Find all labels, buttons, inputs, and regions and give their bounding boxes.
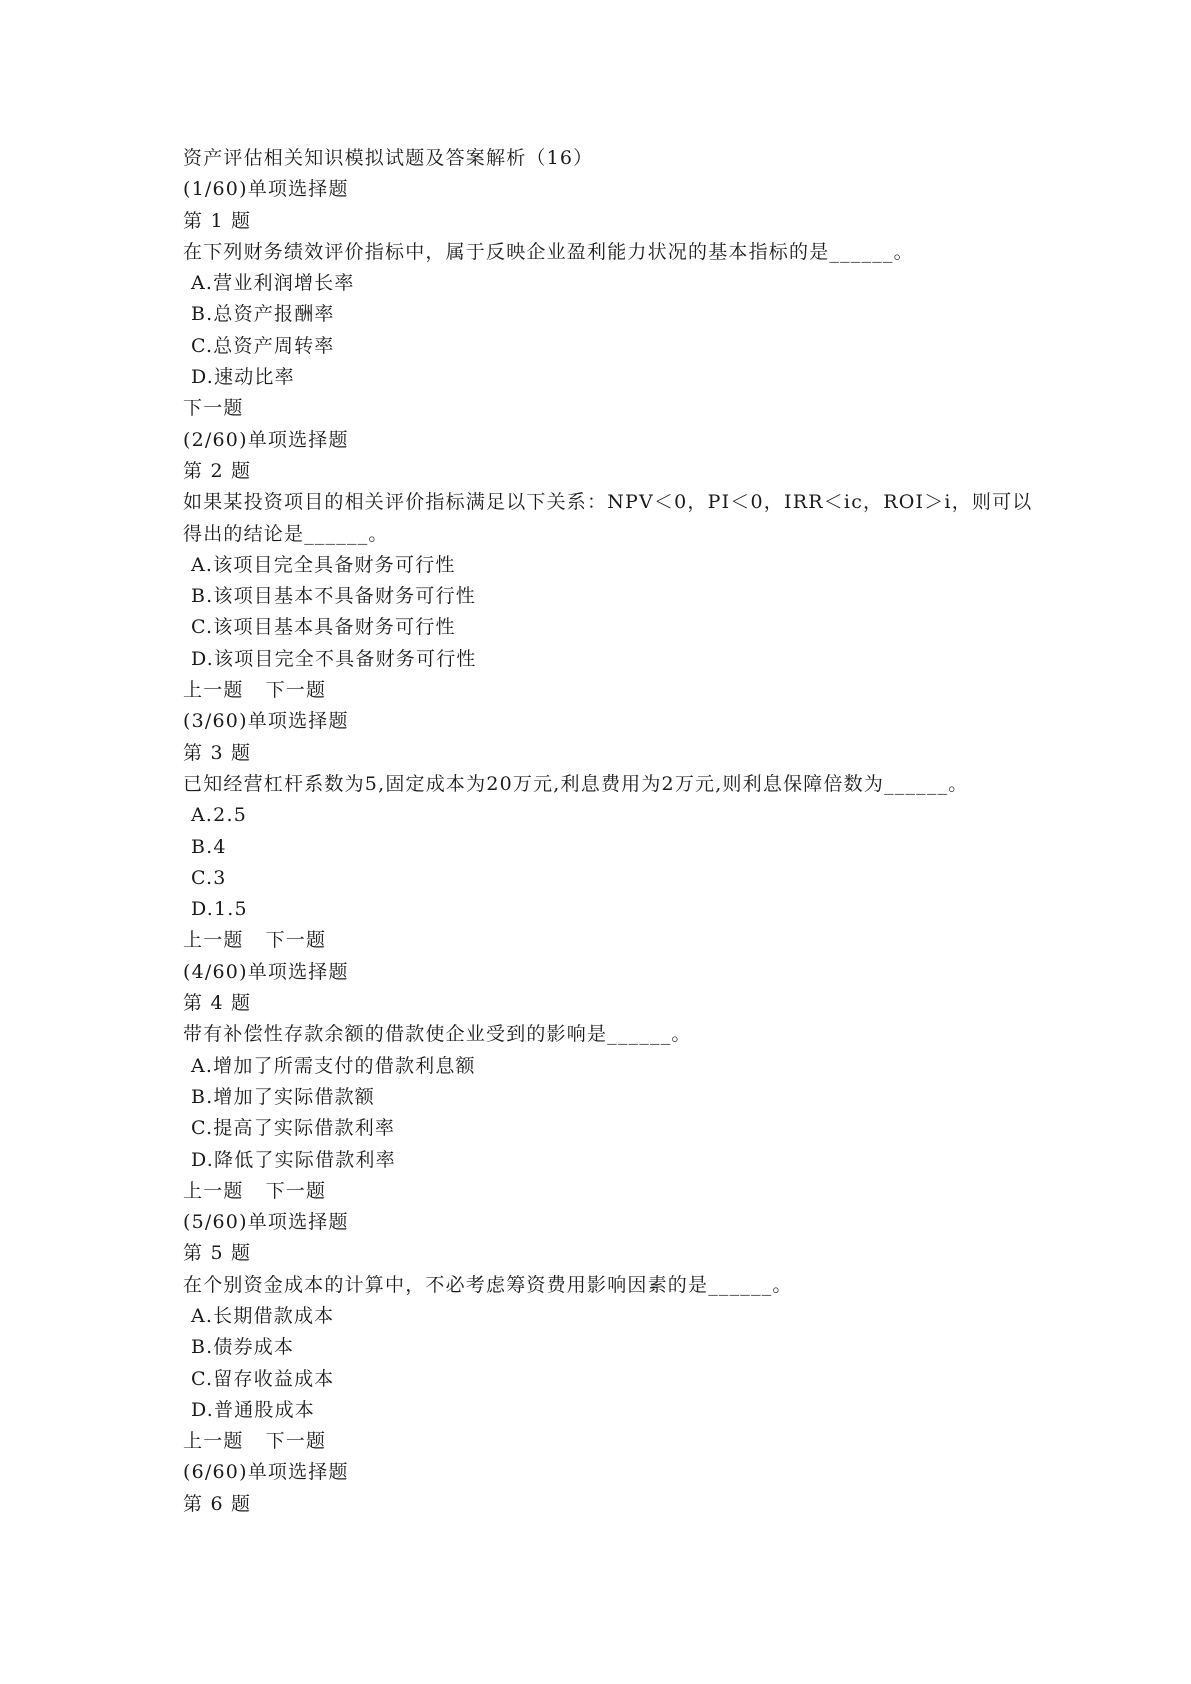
prev-question-link[interactable]: 上一题 — [183, 929, 244, 952]
question-block — [183, 1207, 1043, 1457]
prev-question-link[interactable]: 上一题 — [183, 1179, 244, 1202]
question-nav — [183, 1176, 1043, 1207]
question-stem: 带有补偿性存款余额的借款使企业受到的影响是______。 — [183, 1023, 692, 1046]
question-number: 第 1 题 — [183, 209, 252, 232]
option-a[interactable]: A.增加了所需支付的借款利息额 — [191, 1054, 476, 1077]
question-stem: 如果某投资项目的相关评价指标满足以下关系：NPV＜0，PI＜0，IRR＜ic，ROI＞i，则可以得出的结论是______。 — [183, 491, 1033, 545]
option-b[interactable]: B.债券成本 — [191, 1336, 295, 1359]
question-block — [183, 425, 1043, 707]
question-header: (5/60)单项选择题 — [183, 1211, 349, 1234]
option-d[interactable]: D.普通股成本 — [191, 1398, 315, 1421]
option-c[interactable]: C.该项目基本具备财务可行性 — [191, 616, 456, 639]
question-stem: 在个别资金成本的计算中，不必考虑筹资费用影响因素的是______。 — [183, 1273, 793, 1296]
option-b[interactable]: B.总资产报酬率 — [191, 303, 335, 326]
question-stem: 已知经营杠杆系数为5,固定成本为20万元,利息费用为2万元,则利息保障倍数为______。 — [183, 772, 969, 795]
prev-question-link[interactable]: 上一题 — [183, 679, 244, 702]
question-header: (1/60)单项选择题 — [183, 178, 349, 201]
question-header: (2/60)单项选择题 — [183, 428, 349, 451]
option-b[interactable]: B.4 — [191, 835, 227, 858]
next-question-link[interactable]: 下一题 — [183, 397, 244, 420]
question-number: 第 5 题 — [183, 1242, 252, 1265]
question-header: (3/60)单项选择题 — [183, 710, 349, 733]
option-c[interactable]: C.总资产周转率 — [191, 334, 335, 357]
question-number: 第 3 题 — [183, 741, 252, 764]
option-a[interactable]: A.该项目完全具备财务可行性 — [191, 553, 456, 576]
question-nav — [183, 675, 1043, 706]
option-b[interactable]: B.增加了实际借款额 — [191, 1085, 376, 1108]
question-number: 第 2 题 — [183, 459, 252, 482]
next-question-link[interactable]: 下一题 — [265, 1179, 327, 1202]
question-number: 第 6 题 — [183, 1492, 252, 1515]
option-d[interactable]: D.该项目完全不具备财务可行性 — [191, 647, 477, 670]
question-header: (6/60)单项选择题 — [183, 1461, 349, 1484]
question-block — [183, 1457, 1043, 1520]
option-a[interactable]: A.2.5 — [191, 804, 247, 827]
question-nav — [183, 393, 1043, 424]
question-block — [183, 706, 1043, 956]
next-question-link[interactable]: 下一题 — [265, 929, 327, 952]
option-a[interactable]: A.长期借款成本 — [191, 1304, 335, 1327]
option-a[interactable]: A.营业利润增长率 — [191, 272, 355, 295]
next-question-link[interactable]: 下一题 — [265, 1430, 327, 1453]
question-nav — [183, 925, 1043, 956]
question-block — [183, 957, 1043, 1207]
option-c[interactable]: C.留存收益成本 — [191, 1367, 335, 1390]
option-d[interactable]: D.1.5 — [191, 898, 248, 921]
document-title: 资产评估相关知识模拟试题及答案解析（16） — [183, 147, 594, 169]
question-stem: 在下列财务绩效评价指标中，属于反映企业盈利能力状况的基本指标的是______。 — [183, 240, 914, 263]
question-header: (4/60)单项选择题 — [183, 960, 349, 983]
option-d[interactable]: D.速动比率 — [191, 366, 295, 389]
prev-question-link[interactable]: 上一题 — [183, 1430, 244, 1453]
document-page — [183, 143, 1043, 1520]
option-b[interactable]: B.该项目基本不具备财务可行性 — [191, 585, 477, 608]
question-block — [183, 174, 1043, 424]
question-number: 第 4 题 — [183, 992, 252, 1015]
option-c[interactable]: C.3 — [191, 866, 227, 889]
question-nav — [183, 1426, 1043, 1457]
option-d[interactable]: D.降低了实际借款利率 — [191, 1148, 396, 1171]
next-question-link[interactable]: 下一题 — [265, 679, 327, 702]
option-c[interactable]: C.提高了实际借款利率 — [191, 1117, 396, 1140]
